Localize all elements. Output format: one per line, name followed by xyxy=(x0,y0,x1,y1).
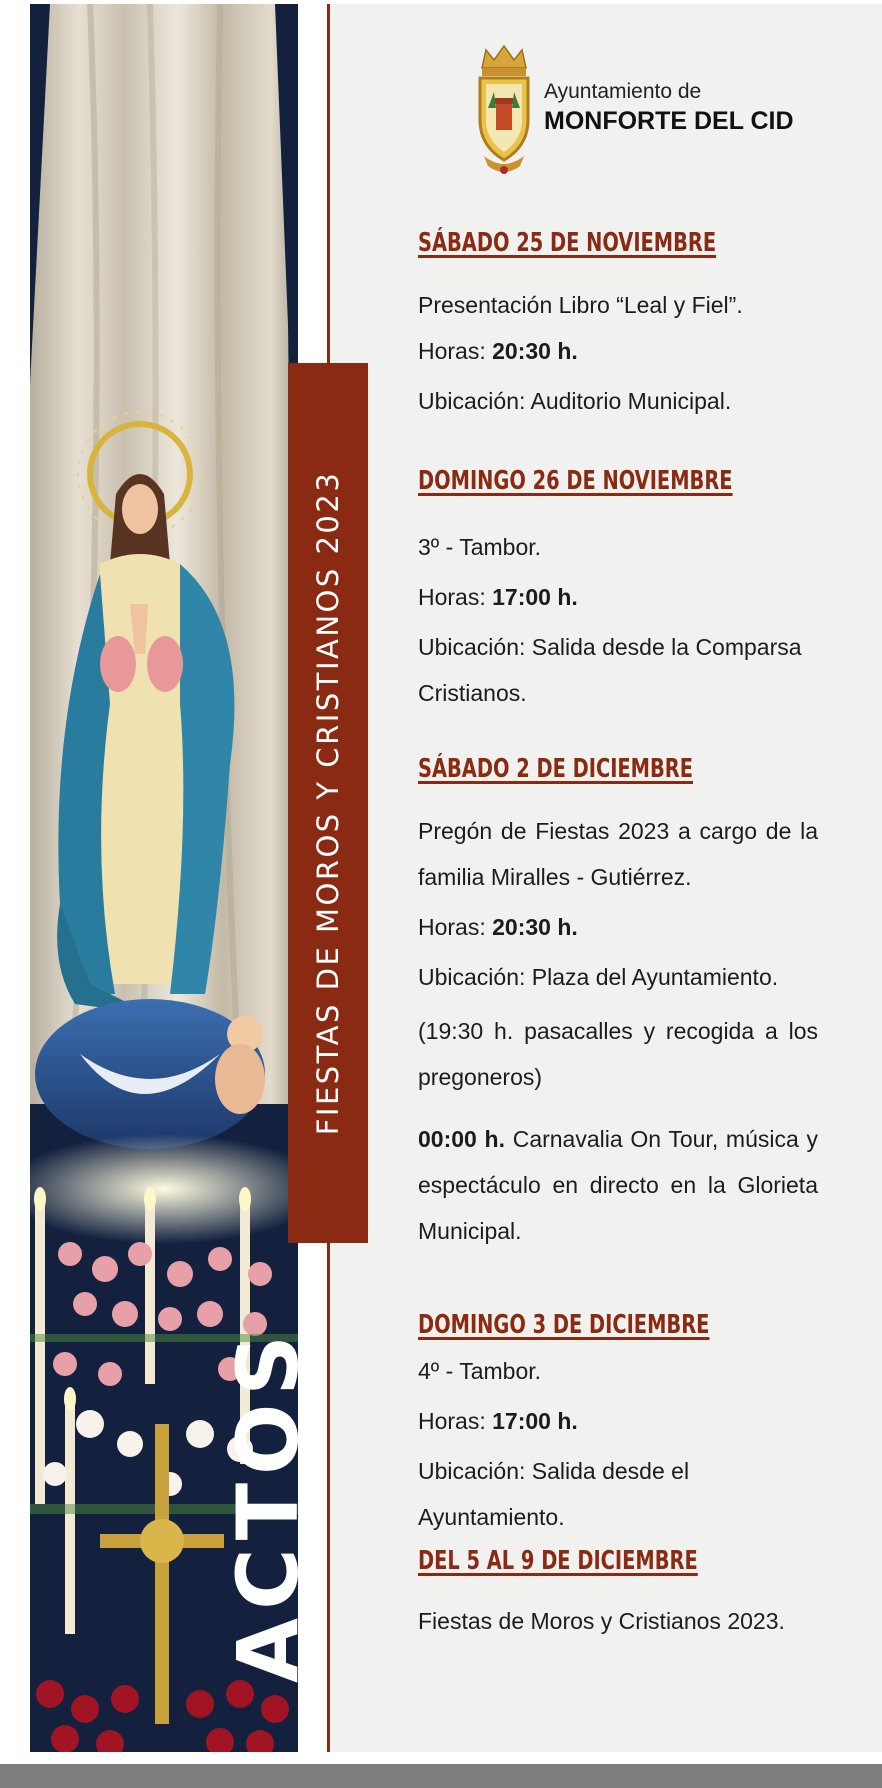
event-hours: Horas: 20:30 h. xyxy=(418,914,578,940)
event-section-2 xyxy=(418,466,818,716)
event-section-5 xyxy=(418,1546,818,1644)
event-description: 3º - Tambor. xyxy=(418,534,542,560)
event-hours: Horas: 20:30 h. xyxy=(418,338,578,364)
event-date-heading: DOMINGO 3 DE DICIEMBRE xyxy=(418,1310,710,1340)
event-late-show: 00:00 h. Carnavalia On Tour, música y espectáculo en directo en la Glorieta Municipal. xyxy=(418,1126,818,1244)
event-hours: Horas: 17:00 h. xyxy=(418,584,578,610)
logo-text-town-name: MONFORTE DEL CID xyxy=(544,107,794,135)
event-section-1 xyxy=(418,228,818,424)
event-date-heading: SÁBADO 2 DE DICIEMBRE xyxy=(418,754,694,784)
event-note: (19:30 h. pasacalles y recogida a los pregoneros) xyxy=(418,1018,818,1090)
event-description: Presentación Libro “Leal y Fiel”. xyxy=(418,292,743,318)
event-description: 4º - Tambor. xyxy=(418,1358,542,1384)
event-location: Ubicación: Salida desde la Comparsa Cristianos. xyxy=(418,634,802,706)
event-section-4 xyxy=(418,1310,818,1540)
banner-title: FIESTAS DE MOROS Y CRISTIANOS 2023 xyxy=(311,470,345,1136)
actos-vertical-title: ACTOS xyxy=(219,1327,317,1683)
event-date-heading: SÁBADO 25 DE NOVIEMBRE xyxy=(418,228,717,258)
event-description: Pregón de Fiestas 2023 a cargo de la familia Miralles - Gutiérrez. xyxy=(418,818,818,890)
event-location: Ubicación: Salida desde el Ayuntamiento. xyxy=(418,1458,690,1530)
logo-text-ayuntamiento: Ayuntamiento de xyxy=(544,80,702,103)
event-description: Fiestas de Moros y Cristianos 2023. xyxy=(418,1608,785,1634)
town-coat-of-arms-logo xyxy=(474,42,534,178)
event-location: Ubicación: Plaza del Ayuntamiento. xyxy=(418,964,779,990)
event-hours: Horas: 17:00 h. xyxy=(418,1408,578,1434)
bottom-bar xyxy=(0,1764,882,1788)
event-date-heading: DOMINGO 26 DE NOVIEMBRE xyxy=(418,466,733,496)
event-location: Ubicación: Auditorio Municipal. xyxy=(418,388,732,414)
event-date-heading: DEL 5 AL 9 DE DICIEMBRE xyxy=(418,1546,698,1576)
event-section-3 xyxy=(418,754,818,1254)
